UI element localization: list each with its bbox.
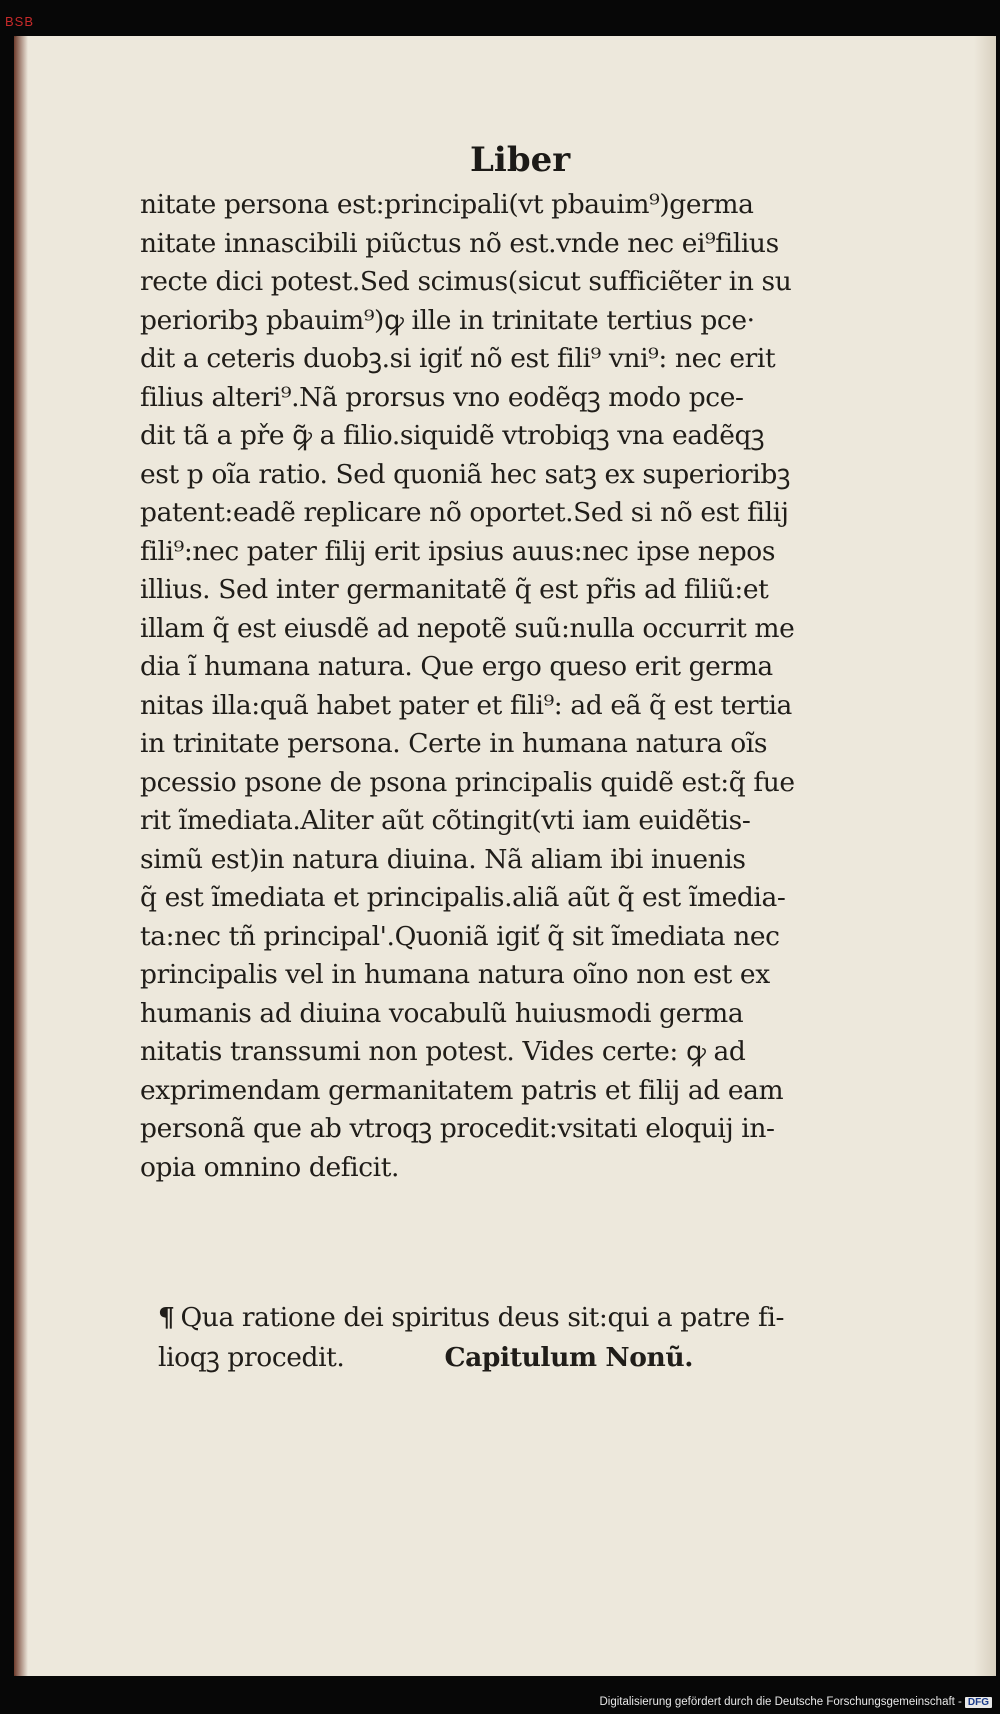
text-line: personã que ab vtroqꝫ procedit:vsitati eloquij in- xyxy=(140,1113,775,1144)
chapter-heading-line-2 xyxy=(158,1338,938,1378)
text-line: nitate persona est:principali(vt pbauim⁹)germa xyxy=(140,189,754,220)
text-line: nitatis transsumi non potest. Vides certe: ꝙ ad xyxy=(140,1036,746,1067)
chapter-heading-continuation: lioqꝫ procedit. xyxy=(158,1342,345,1373)
text-line: illam q̃ est eiusdẽ ad nepotẽ suũ:nulla occurrit me xyxy=(140,612,795,644)
text-line: humanis ad diuina vocabulũ huiusmodi germa xyxy=(140,997,744,1029)
chapter-heading-text: Qua ratione dei spiritus deus sit:qui a patre fi- xyxy=(180,1302,785,1333)
text-line: ta:nec tñ principal'.Quoniã igiť q̃ sit ĩmediata nec xyxy=(140,920,780,952)
text-line: in trinitate persona. Certe in humana natura oĩs xyxy=(140,728,768,759)
text-line: q̃ est ĩmediata et principalis.aliã aũt q̃ est ĩmedia- xyxy=(140,882,786,913)
chapter-heading xyxy=(158,1298,938,1378)
text-line: illius. Sed inter germanitatẽ q̃ est pr̃is ad filiũ:et xyxy=(140,574,769,605)
text-line: dit tã a pře ꝙ̃ a filio.siquidẽ vtrobiqꝫ vna eadẽqꝫ xyxy=(140,420,765,451)
text-line: rit ĩmediata.Aliter aũt cõtingit(vti iam euidẽtis- xyxy=(140,805,751,836)
text-line: filius alteri⁹.Nã prorsus vno eodẽqꝫ modo pce- xyxy=(140,381,744,413)
chapter-label: Capitulum Nonũ. xyxy=(444,1342,694,1373)
text-line: patent:eadẽ replicare nõ oportet.Sed si nõ est filij xyxy=(140,497,789,528)
text-line: nitate innascibili piũctus nõ est.vnde nec ei⁹filius xyxy=(140,227,779,259)
text-line: dit a ceteris duobꝫ.si igiť nõ est fili⁹ vni⁹: nec erit xyxy=(140,343,776,374)
digitization-credit xyxy=(599,1696,992,1708)
text-line: nitas illa:quã habet pater et fili⁹: ad eã q̃ est tertia xyxy=(140,689,792,721)
running-head: Liber xyxy=(470,140,571,180)
text-line: simũ est)in natura diuina. Nã aliam ibi inuenis xyxy=(140,843,746,875)
text-line: pcessio psone de psona principalis quidẽ est:q̃ fue xyxy=(140,766,795,798)
text-line: est p oĩa ratio. Sed quoniã hec satꝫ ex superioribꝫ xyxy=(140,458,791,490)
pilcrow-icon: ¶ xyxy=(158,1302,175,1333)
text-line: dia ĩ humana natura. Que ergo queso erit germa xyxy=(140,651,773,682)
text-line: fili⁹:nec pater filij erit ipsius auus:nec ipse nepos xyxy=(140,535,776,567)
dfg-logo: DFG xyxy=(965,1697,992,1708)
text-line: recte dici potest.Sed scimus(sicut sufficiẽter in su xyxy=(140,266,792,297)
text-line: perioribꝫ pbauim⁹)ꝙ ille in trinitate tertius pce· xyxy=(140,304,755,336)
library-mark: BSB xyxy=(5,14,35,29)
chapter-heading-line-1 xyxy=(158,1298,938,1338)
text-line: principalis vel in humana natura oĩno non est ex xyxy=(140,959,770,990)
book-page xyxy=(14,36,996,1676)
text-line: exprimendam germanitatem patris et filij ad eam xyxy=(140,1074,784,1106)
credit-text: Digitalisierung gefördert durch die Deutsche Forschungsgemeinschaft - xyxy=(599,1696,962,1708)
main-text-block xyxy=(140,186,940,1187)
text-line: opia omnino deficit. xyxy=(140,1151,400,1183)
